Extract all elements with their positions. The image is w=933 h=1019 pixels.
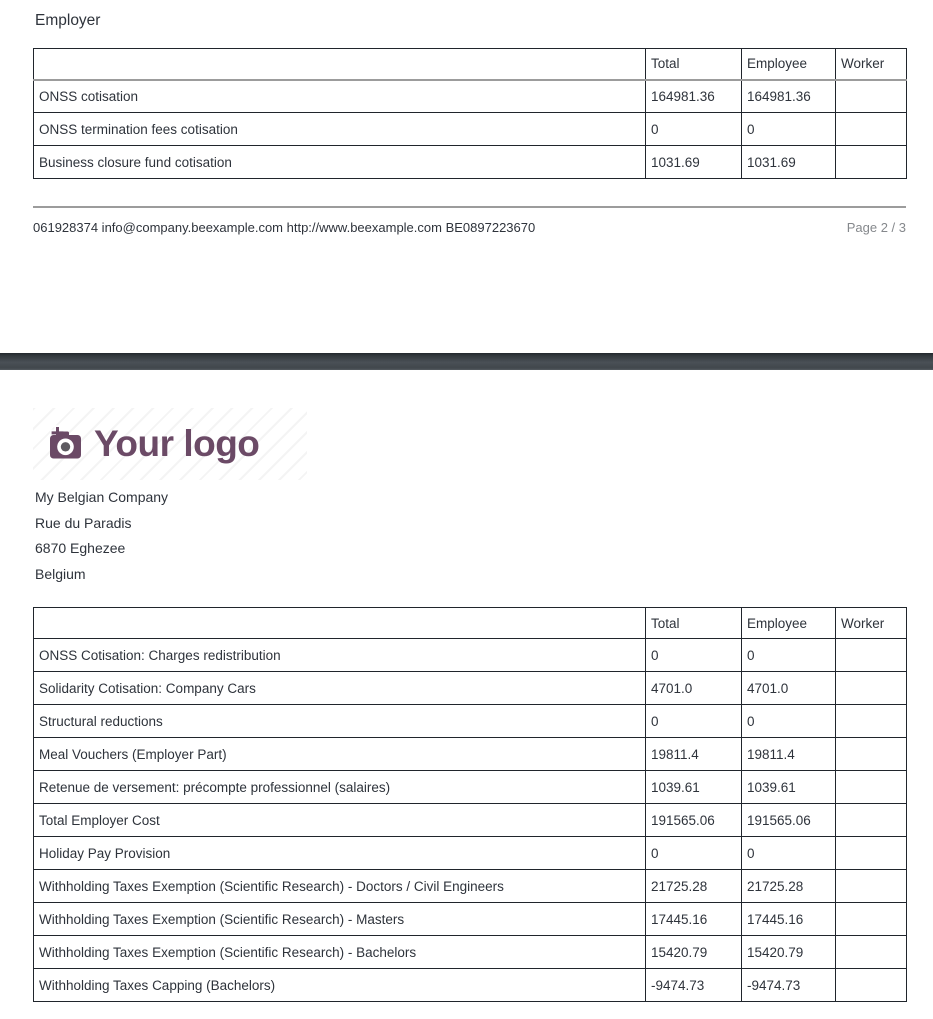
row-label: Total Employer Cost xyxy=(34,804,646,837)
total-cell: 4701.0 xyxy=(646,672,742,705)
worker-cell xyxy=(836,837,907,870)
worker-column-header: Worker xyxy=(836,608,907,639)
footer-divider xyxy=(33,206,906,208)
worker-cell xyxy=(836,969,907,1002)
table-row xyxy=(34,903,907,936)
employee-cell: 0 xyxy=(742,705,836,738)
employee-cell: 0 xyxy=(742,837,836,870)
employee-cell: 0 xyxy=(742,639,836,672)
worker-cell xyxy=(836,672,907,705)
report-footer xyxy=(33,219,906,236)
worker-column-header: Worker xyxy=(836,49,907,80)
table-row xyxy=(34,113,907,146)
employee-cell: 164981.36 xyxy=(742,80,836,113)
row-label: Meal Vouchers (Employer Part) xyxy=(34,738,646,771)
table-row xyxy=(34,738,907,771)
employer-cost-table xyxy=(33,607,907,1002)
total-cell: 17445.16 xyxy=(646,903,742,936)
table-row xyxy=(34,936,907,969)
page-indicator: Page 2 / 3 xyxy=(846,220,906,235)
table-row xyxy=(34,771,907,804)
row-label: Solidarity Cotisation: Company Cars xyxy=(34,672,646,705)
row-label: Withholding Taxes Exemption (Scientific Research) - Masters xyxy=(34,903,646,936)
employee-cell: 17445.16 xyxy=(742,903,836,936)
company-logo xyxy=(33,408,307,480)
worker-cell xyxy=(836,870,907,903)
page-separator xyxy=(0,353,933,370)
company-name: My Belgian Company xyxy=(35,489,169,505)
table-row xyxy=(34,804,907,837)
employee-column-header: Employee xyxy=(742,49,836,80)
employer-cotisation-table xyxy=(33,48,907,179)
section-title-employer: Employer xyxy=(35,12,101,29)
total-cell: 1031.69 xyxy=(646,146,742,179)
row-label: ONSS termination fees cotisation xyxy=(34,113,646,146)
total-cell: 164981.36 xyxy=(646,80,742,113)
employee-cell: 1039.61 xyxy=(742,771,836,804)
camera-plus-icon xyxy=(47,425,84,465)
total-cell: 19811.4 xyxy=(646,738,742,771)
total-column-header: Total xyxy=(646,608,742,639)
table-row xyxy=(34,705,907,738)
employee-cell: 15420.79 xyxy=(742,936,836,969)
total-cell: 15420.79 xyxy=(646,936,742,969)
row-label: Withholding Taxes Capping (Bachelors) xyxy=(34,969,646,1002)
employee-cell: -9474.73 xyxy=(742,969,836,1002)
row-label: ONSS Cotisation: Charges redistribution xyxy=(34,639,646,672)
total-cell: 1039.61 xyxy=(646,771,742,804)
worker-cell xyxy=(836,903,907,936)
table-row xyxy=(34,969,907,1002)
employee-cell: 4701.0 xyxy=(742,672,836,705)
worker-cell xyxy=(836,705,907,738)
table-row xyxy=(34,80,907,113)
row-label: Structural reductions xyxy=(34,705,646,738)
employee-cell: 21725.28 xyxy=(742,870,836,903)
worker-cell xyxy=(836,80,907,113)
worker-cell xyxy=(836,936,907,969)
table-row xyxy=(34,639,907,672)
table-header-row xyxy=(34,608,907,639)
logo-text: Your logo xyxy=(94,423,260,464)
total-cell: 0 xyxy=(646,113,742,146)
row-label: Retenue de versement: précompte professionnel (salaires) xyxy=(34,771,646,804)
employee-cell: 19811.4 xyxy=(742,738,836,771)
row-label: Withholding Taxes Exemption (Scientific Research) - Doctors / Civil Engineers xyxy=(34,870,646,903)
total-cell: 0 xyxy=(646,837,742,870)
worker-cell xyxy=(836,639,907,672)
pdf-preview xyxy=(0,11,933,1002)
footer-contact-line: 061928374 info@company.beexample.com http://www.beexample.com BE0897223670 xyxy=(33,220,536,235)
total-column-header: Total xyxy=(646,49,742,80)
employee-column-header: Employee xyxy=(742,608,836,639)
employee-cell: 191565.06 xyxy=(742,804,836,837)
company-city: 6870 Eghezee xyxy=(35,540,126,556)
table-row xyxy=(34,837,907,870)
company-street: Rue du Paradis xyxy=(35,514,132,531)
worker-cell xyxy=(836,113,907,146)
label-column-header xyxy=(34,608,646,639)
total-cell: 191565.06 xyxy=(646,804,742,837)
page-3-top xyxy=(33,408,906,1002)
table-row xyxy=(34,146,907,179)
company-address xyxy=(35,485,906,587)
employee-cell: 0 xyxy=(742,113,836,146)
table-row xyxy=(34,870,907,903)
worker-cell xyxy=(836,771,907,804)
total-cell: -9474.73 xyxy=(646,969,742,1002)
worker-cell xyxy=(836,738,907,771)
total-cell: 21725.28 xyxy=(646,870,742,903)
employee-cell: 1031.69 xyxy=(742,146,836,179)
row-label: Holiday Pay Provision xyxy=(34,837,646,870)
label-column-header xyxy=(34,49,646,80)
total-cell: 0 xyxy=(646,705,742,738)
row-label: Business closure fund cotisation xyxy=(34,146,646,179)
row-label: ONSS cotisation xyxy=(34,80,646,113)
table-row xyxy=(34,672,907,705)
worker-cell xyxy=(836,146,907,179)
page-2-bottom xyxy=(33,11,906,236)
company-country: Belgium xyxy=(35,565,86,582)
row-label: Withholding Taxes Exemption (Scientific Research) - Bachelors xyxy=(34,936,646,969)
table-header-row xyxy=(34,49,907,80)
total-cell: 0 xyxy=(646,639,742,672)
worker-cell xyxy=(836,804,907,837)
